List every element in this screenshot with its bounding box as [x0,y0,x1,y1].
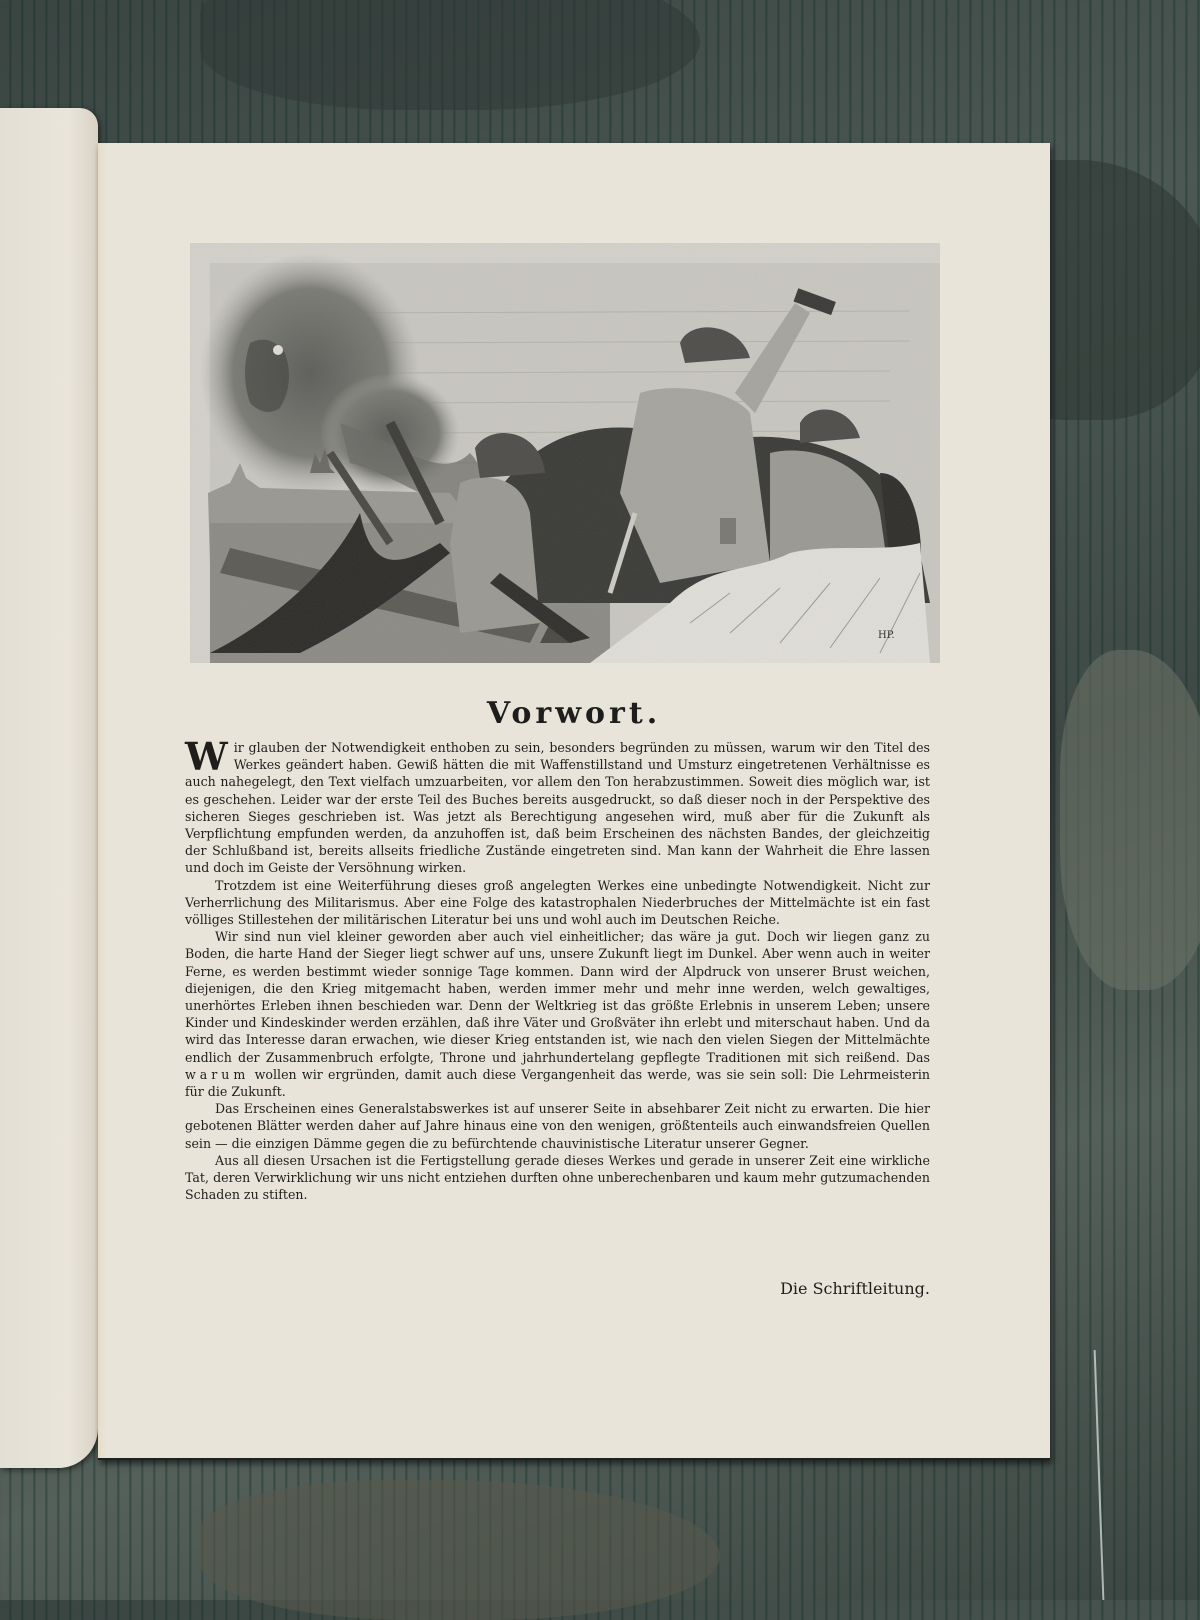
left-page-edge [0,108,98,1468]
loose-thread [1094,1350,1105,1600]
preface-body [185,734,930,1203]
book-page [98,143,1050,1460]
camo-patch [200,0,700,110]
signature: Die Schriftleitung. [780,1279,930,1298]
page-heading: Vorwort. [486,696,662,731]
paragraph-3: Wir sind nun viel kleiner geworden aber auch viel einheitlicher; das wäre ja gut. Doch wir liegen ganz zu Boden, die harte Hand der Sieger liegt schwer auf uns, unsere Zukunft liegt im Dunkel. Aber wenn auch in weiter Ferne, es werden bestimmt wieder sonnige Tage kommen. Dann wird der Alpdruck von unserer Brust weichen, diejenigen, die den Krieg mitgemacht haben, werden immer mehr und mehr inne werden, welch gewaltiges, unerhörtes Erleben ihnen beschieden war. Denn der Weltkrieg ist das größte Erlebnis in unserem Leben; unsere Kinder und Kindeskinder werden erzählen, daß ihre Väter und Großväter ihn erlebt und miterschaut haben. Und da wird das Interesse daran erwachen, wie dieser Krieg entstanden ist, wie nach den vielen Siegen der Mittelmächte endlich der Zusammenbruch erfolgte, Throne und jahrhundertelang gepflegte Traditionen mit sich reißend. Das warum wollen wir ergründen, damit auch diese Vergangenheit das werde, was sie sein soll: Die Lehrmeisterin für die Zukunft. [185,929,930,1100]
camo-patch [200,1480,720,1620]
paragraph-1: Wir glauben der Notwendigkeit enthoben zu sein, besonders begründen zu müssen, warum wir den Titel des Werkes geändert haben. Gewiß hätten die mit Waffenstillstand und Umsturz eingetretenen Verhältnisse es auch nahegelegt, den Text vielfach umzuarbeiten, vor allem den Ton herabzustimmen. Soweit dies möglich war, ist es geschehen. Leider war der erste Teil des Buches bereits ausgedruckt, so daß dieser noch in der Perspektive des sicheren Sieges geschrieben ist. Was jetzt als Berechtigung angesehen wird, muß aber für die Zukunft als Verpflichtung empfunden werden, da anzuhoffen ist, daß beim Erscheinen des nächsten Bandes, der gleichzeitig der Schlußband ist, bereits allseits friedliche Zustände eingetreten sind. Man kann der Wahrheit die Ehre lassen und doch im Geiste der Versöhnung wirken. [185,734,930,876]
paragraph-5: Aus all diesen Ursachen ist die Fertigstellung gerade dieses Werkes und gerade in unserer Zeit eine wirkliche Tat, deren Verwirklichung wir uns nicht entziehen durften ohne unberechenbaren und kaum mehr gutzumachenden Schaden zu stiften. [185,1152,930,1203]
drop-cap: W [185,734,228,779]
soldiers-engraving-image [190,243,940,663]
paragraph-2: Trotzdem ist eine Weiterführung dieses groß angelegten Werkes eine unbedingte Notwendigkeit. Nicht zur Verherrlichung des Militarismus. Aber eine Folge des katastrophalen Niederbruches der Mittelmächte ist ein fast völliges Stillestehen der militärischen Literatur bei uns und wohl auch im Deutschen Reiche. [185,877,930,928]
trench-illustration [190,243,940,663]
emphasized-word: warum [185,1066,250,1082]
paragraph-4: Das Erscheinen eines Generalstabswerkes ist auf unserer Seite in absehbarer Zeit nicht zu erwarten. Die hier gebotenen Blätter werden daher auf Jahre hinaus eine von den wenigen, größtenteils auch einwandsfreien Quellen sein — die einzigen Dämme gegen die zu befürchtende chauvinistische Literatur unserer Gegner. [185,1101,930,1151]
camo-patch [1060,650,1200,990]
